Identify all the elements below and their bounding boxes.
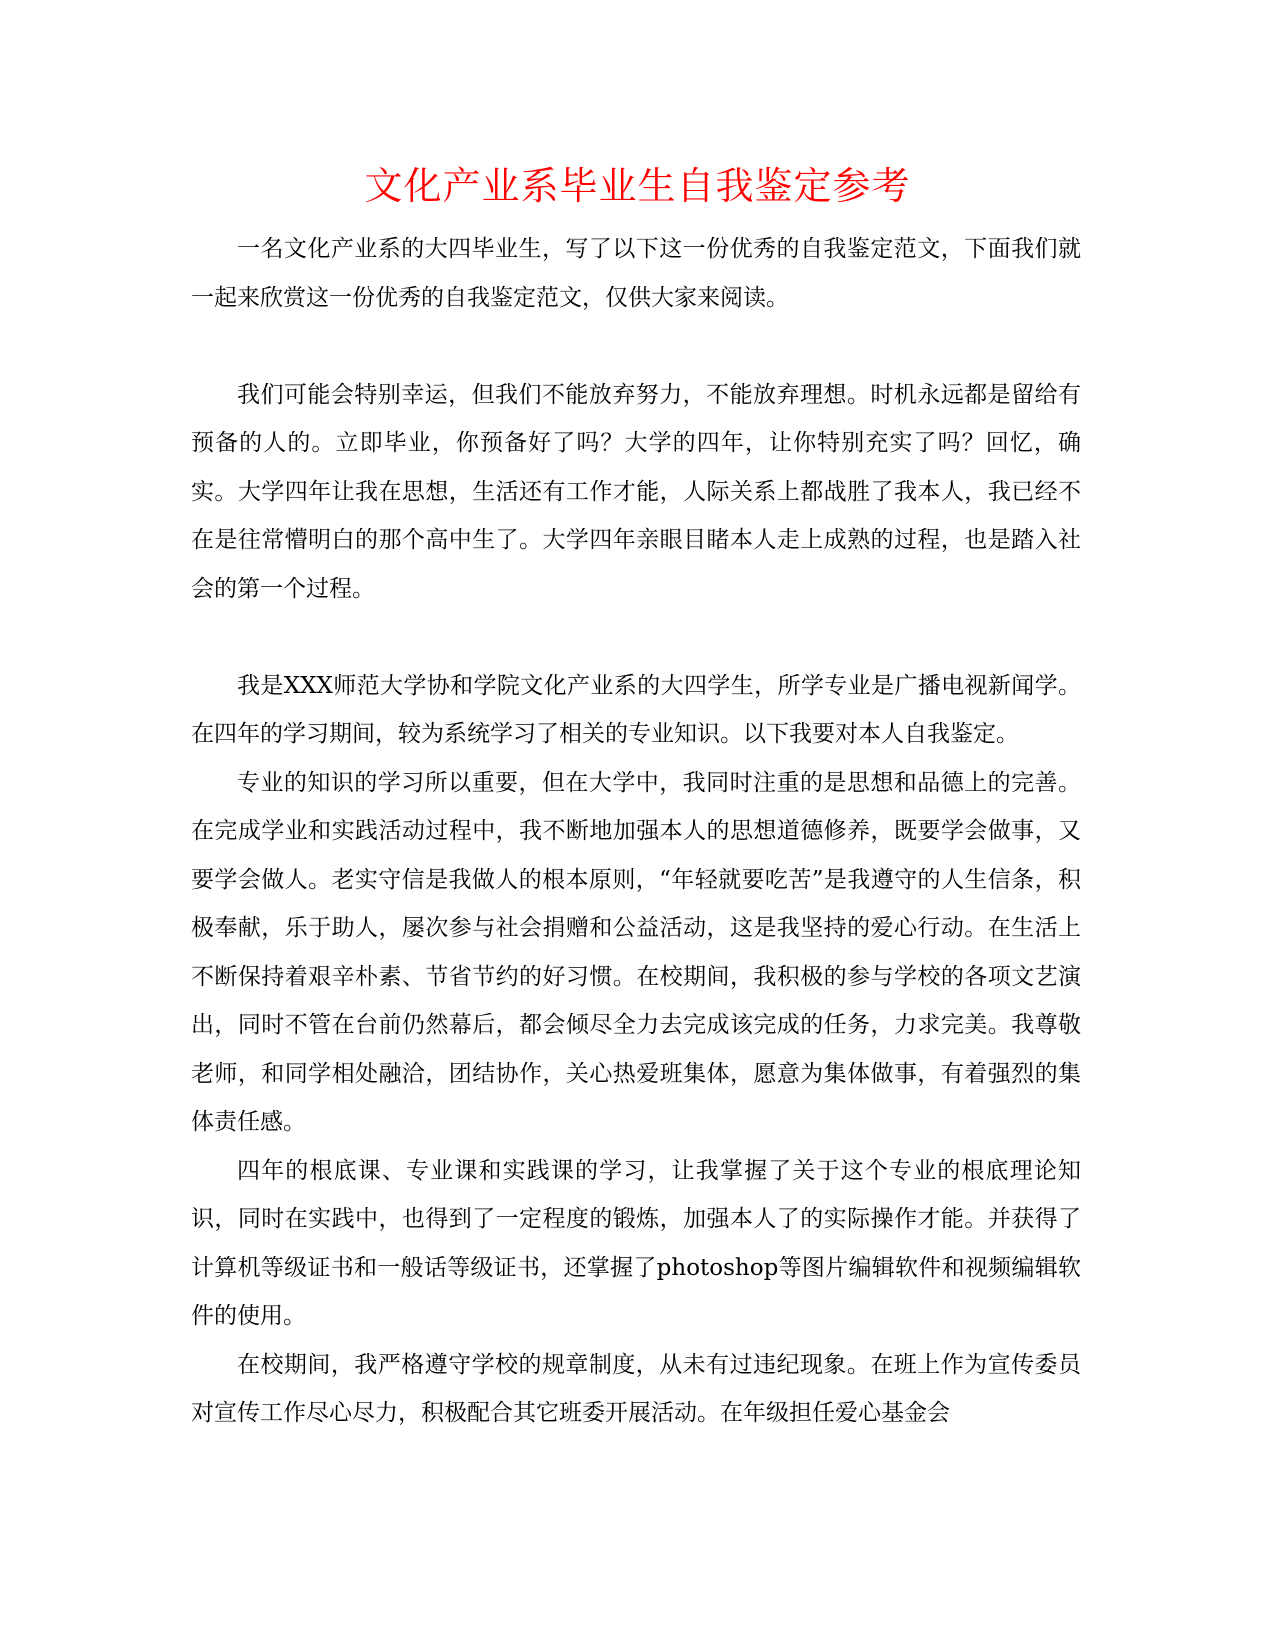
paragraph-gap xyxy=(191,613,1081,662)
paragraph-moral-character: 专业的知识的学习所以重要，但在大学中，我同时注重的是思想和品德上的完善。在完成学业和实践活动过程中，我不断地加强本人的思想道德修养，既要学会做事，又要学会做人。老实守信是我做人的根本原则，“年轻就要吃苦”是我遵守的人生信条，积极奉献，乐于助人，屡次参与社会捐赠和公益活动，这是我坚持的爱心行动。在生活上不断保持着艰辛朴素、节省节约的好习惯。在校期间，我积极的参与学校的各项文艺演出，同时不管在台前仍然幕后，都会倾尽全力去完成该完成的任务，力求完美。我尊敬老师，和同学相处融洽，团结协作，关心热爱班集体，愿意为集体做事，有着强烈的集体责任感。 xyxy=(191,769,1081,1135)
paragraph-intro: 一名文化产业系的大四毕业生，写了以下这一份优秀的自我鉴定范文，下面我们就一起来欣赏这一份优秀的自我鉴定范文，仅供大家来阅读。 xyxy=(191,236,1081,311)
paragraph-gap xyxy=(191,322,1081,371)
paragraph-opportunity: 我们可能会特别幸运，但我们不能放弃努力，不能放弃理想。时机永远都是留给有预备的人的。立即毕业，你预备好了吗？大学的四年，让你特别充实了吗？回忆，确实。大学四年让我在思想，生活还有工作才能，人际关系上都战胜了我本人，我已经不在是往常懵明白的那个高中生了。大学四年亲眼目睹本人走上成熟的过程，也是踏入社会的第一个过程。 xyxy=(191,381,1081,602)
paragraph-studies: 四年的根底课、专业课和实践课的学习，让我掌握了关于这个专业的根底理论知识，同时在实践中，也得到了一定程度的锻炼，加强本人了的实际操作才能。并获得了计算机等级证书和一般话等级证书，还掌握了photoshop等图片编辑软件和视频编辑软件的使用。 xyxy=(191,1157,1081,1329)
paragraph-discipline: 在校期间，我严格遵守学校的规章制度，从未有过违纪现象。在班上作为宣传委员对宣传工作尽心尽力，积极配合其它班委开展活动。在年级担任爱心基金会 xyxy=(191,1351,1081,1426)
document-title: 文化产业系毕业生自我鉴定参考 xyxy=(364,164,911,208)
paragraph-self-introduction: 我是XXX师范大学协和学院文化产业系的大四学生，所学专业是广播电视新闻学。在四年的学习期间，较为系统学习了相关的专业知识。以下我要对本人自我鉴定。 xyxy=(191,672,1081,747)
document-body xyxy=(191,225,1081,1438)
